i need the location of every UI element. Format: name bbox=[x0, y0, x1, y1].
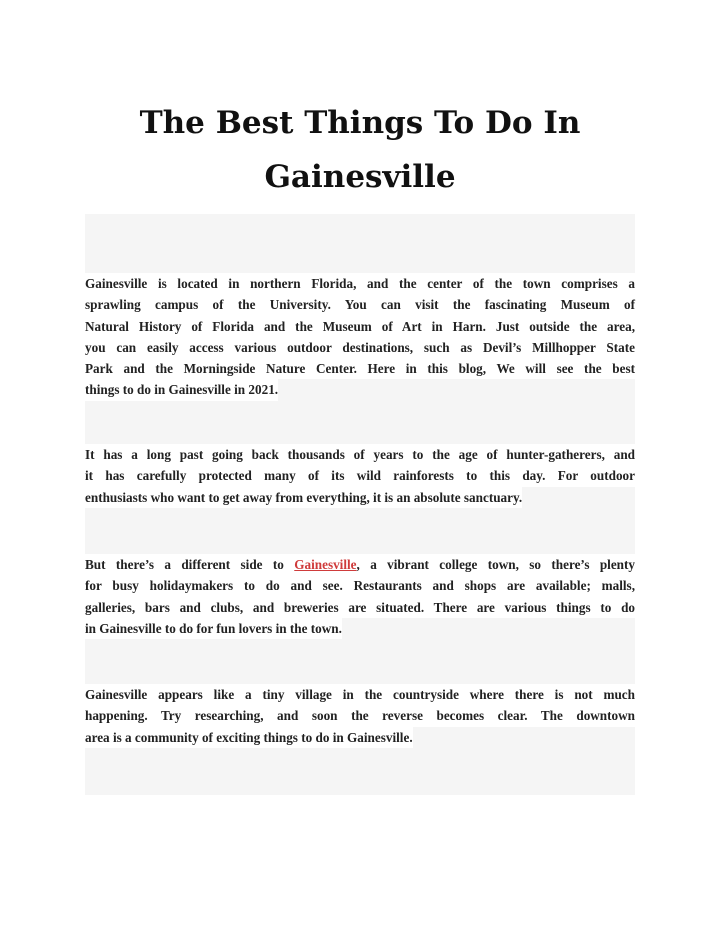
text-segment: , a vibrant college town, so there’s plenty bbox=[356, 557, 635, 572]
gainesville-link[interactable]: Gainesville bbox=[294, 557, 357, 572]
paragraph-intro bbox=[85, 273, 635, 401]
paragraph-history bbox=[85, 444, 635, 508]
text-line: It has a long past going back thousands of years to the age of hunter-gatherers, and bbox=[85, 444, 635, 465]
text-segment: But there’s a different side to bbox=[85, 557, 295, 572]
text-line: Natural History of Florida and the Museum of Art in Harn. Just outside the area, bbox=[85, 316, 635, 337]
text-line: Gainesville is located in northern Florida, and the center of the town comprises a bbox=[85, 273, 635, 294]
text-line bbox=[85, 554, 635, 575]
text-line: area is a community of exciting things to do in Gainesville. bbox=[85, 727, 413, 748]
title-line-1: The Best Things To Do In Gainesville bbox=[139, 105, 581, 195]
text-line: you can easily access various outdoor destinations, such as Devil’s Millhopper State bbox=[85, 337, 635, 358]
text-line: sprawling campus of the University. You can visit the fascinating Museum of bbox=[85, 294, 635, 315]
article-body bbox=[85, 214, 635, 795]
text-line: Gainesville appears like a tiny village in the countryside where there is not much bbox=[85, 684, 635, 705]
paragraph-village bbox=[85, 684, 635, 748]
text-line: enthusiasts who want to get away from everything, it is an absolute sanctuary. bbox=[85, 487, 522, 508]
text-line: happening. Try researching, and soon the reverse becomes clear. The downtown bbox=[85, 705, 635, 726]
paragraph-college-town bbox=[85, 554, 635, 639]
text-line: galleries, bars and clubs, and breweries are situated. There are various things to do bbox=[85, 597, 635, 618]
text-line: Park and the Morningside Nature Center. Here in this blog, We will see the best bbox=[85, 358, 635, 379]
text-line: in Gainesville to do for fun lovers in the town. bbox=[85, 618, 342, 639]
text-line: it has carefully protected many of its wild rainforests to this day. For outdoor bbox=[85, 465, 635, 486]
text-line: things to do in Gainesville in 2021. bbox=[85, 379, 278, 400]
text-line: for busy holidaymakers to do and see. Restaurants and shops are available; malls, bbox=[85, 575, 635, 596]
